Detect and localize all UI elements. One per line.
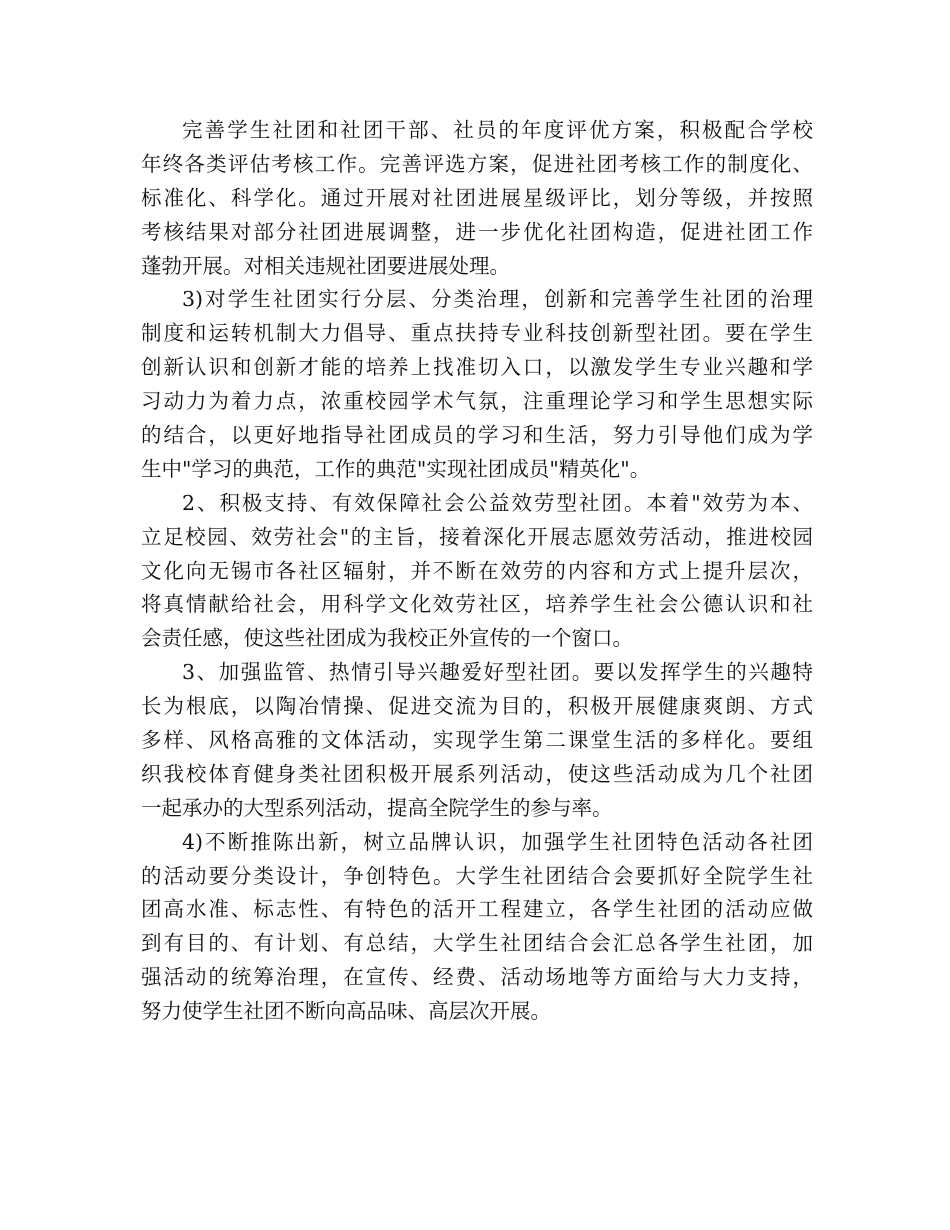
paragraph-line: 的结合，以更好地指导社团成员的学习和生活，努力引导他们成为学 bbox=[141, 423, 813, 448]
paragraph-brand-activities bbox=[141, 826, 813, 1029]
paragraph-line: 织我校体育健身类社团积极开展系列活动，使这些活动成为几个社团 bbox=[141, 761, 813, 786]
paragraph-line: 的活动要分类设计，争创特色。大学生社团结合会要抓好全院学生社 bbox=[141, 863, 813, 888]
paragraph-line: 会责任感，使这些社团成为我校正外宣传的一个窗口。 bbox=[141, 626, 633, 651]
paragraph-line: 制度和运转机制大力倡导、重点扶持专业科技创新型社团。要在学生 bbox=[141, 321, 813, 346]
paragraph-line: 蓬勃开展。对相关违规社团要进展处理。 bbox=[141, 253, 510, 278]
paragraph-layered-management bbox=[141, 283, 813, 486]
paragraph-line: 3、加强监管、热情引导兴趣爱好型社团。要以发挥学生的兴趣特 bbox=[182, 660, 813, 685]
paragraph-line: 4)不断推陈出新，树立品牌认识，加强学生社团特色活动各社团 bbox=[182, 829, 813, 854]
paragraph-line: 一起承办的大型系列活动，提高全院学生的参与率。 bbox=[141, 795, 613, 820]
paragraph-line: 到有目的、有计划、有总结，大学生社团结合会汇总各学生社团，加 bbox=[141, 931, 813, 956]
paragraph-line: 立足校园、效劳社会"的主旨，接着深化开展志愿效劳活动，推进校园 bbox=[141, 524, 813, 549]
paragraph-line: 多样、风格高雅的文体活动，实现学生第二课堂生活的多样化。要组 bbox=[141, 728, 813, 753]
paragraph-line: 习动力为着力点，浓重校园学术气氛，注重理论学习和学生思想实际 bbox=[141, 389, 813, 414]
paragraph-line: 文化向无锡市各社区辐射，并不断在效劳的内容和方式上提升层次， bbox=[141, 558, 813, 583]
paragraph-line: 团高水准、标志性、有特色的活开工程建立，各学生社团的活动应做 bbox=[141, 897, 813, 922]
paragraph-line: 生中"学习的典范，工作的典范"实现社团成员"精英化"。 bbox=[141, 456, 651, 481]
paragraph-line: 长为根底，以陶冶情操、促进交流为目的，积极开展健康爽朗、方式 bbox=[141, 694, 813, 719]
paragraph-public-service bbox=[141, 487, 813, 656]
paragraph-evaluation bbox=[141, 114, 813, 283]
paragraph-line: 努力使学生社团不断向高品味、高层次开展。 bbox=[141, 999, 551, 1024]
document-body bbox=[141, 114, 813, 1029]
paragraph-line: 将真情献给社会，用科学文化效劳社区，培养学生社会公德认识和社 bbox=[141, 592, 813, 617]
paragraph-line: 完善学生社团和社团干部、社员的年度评优方案，积极配合学校 bbox=[182, 118, 813, 142]
paragraph-line: 考核结果对部分社团进展调整，进一步优化社团构造，促进社团工作 bbox=[141, 219, 813, 244]
paragraph-line: 年终各类评估考核工作。完善评选方案，促进社团考核工作的制度化、 bbox=[141, 151, 813, 176]
paragraph-line: 强活动的统筹治理，在宣传、经费、活动场地等方面给与大力支持， bbox=[141, 965, 813, 990]
paragraph-line: 3)对学生社团实行分层、分类治理，创新和完善学生社团的治理 bbox=[182, 287, 813, 312]
paragraph-line: 创新认识和创新才能的培养上找准切入口，以激发学生专业兴趣和学 bbox=[141, 355, 813, 380]
paragraph-line: 标准化、科学化。通过开展对社团进展星级评比，划分等级，并按照 bbox=[141, 185, 813, 210]
paragraph-line: 2、积极支持、有效保障社会公益效劳型社团。本着"效劳为本、 bbox=[182, 490, 813, 515]
paragraph-interest-clubs bbox=[141, 656, 813, 825]
